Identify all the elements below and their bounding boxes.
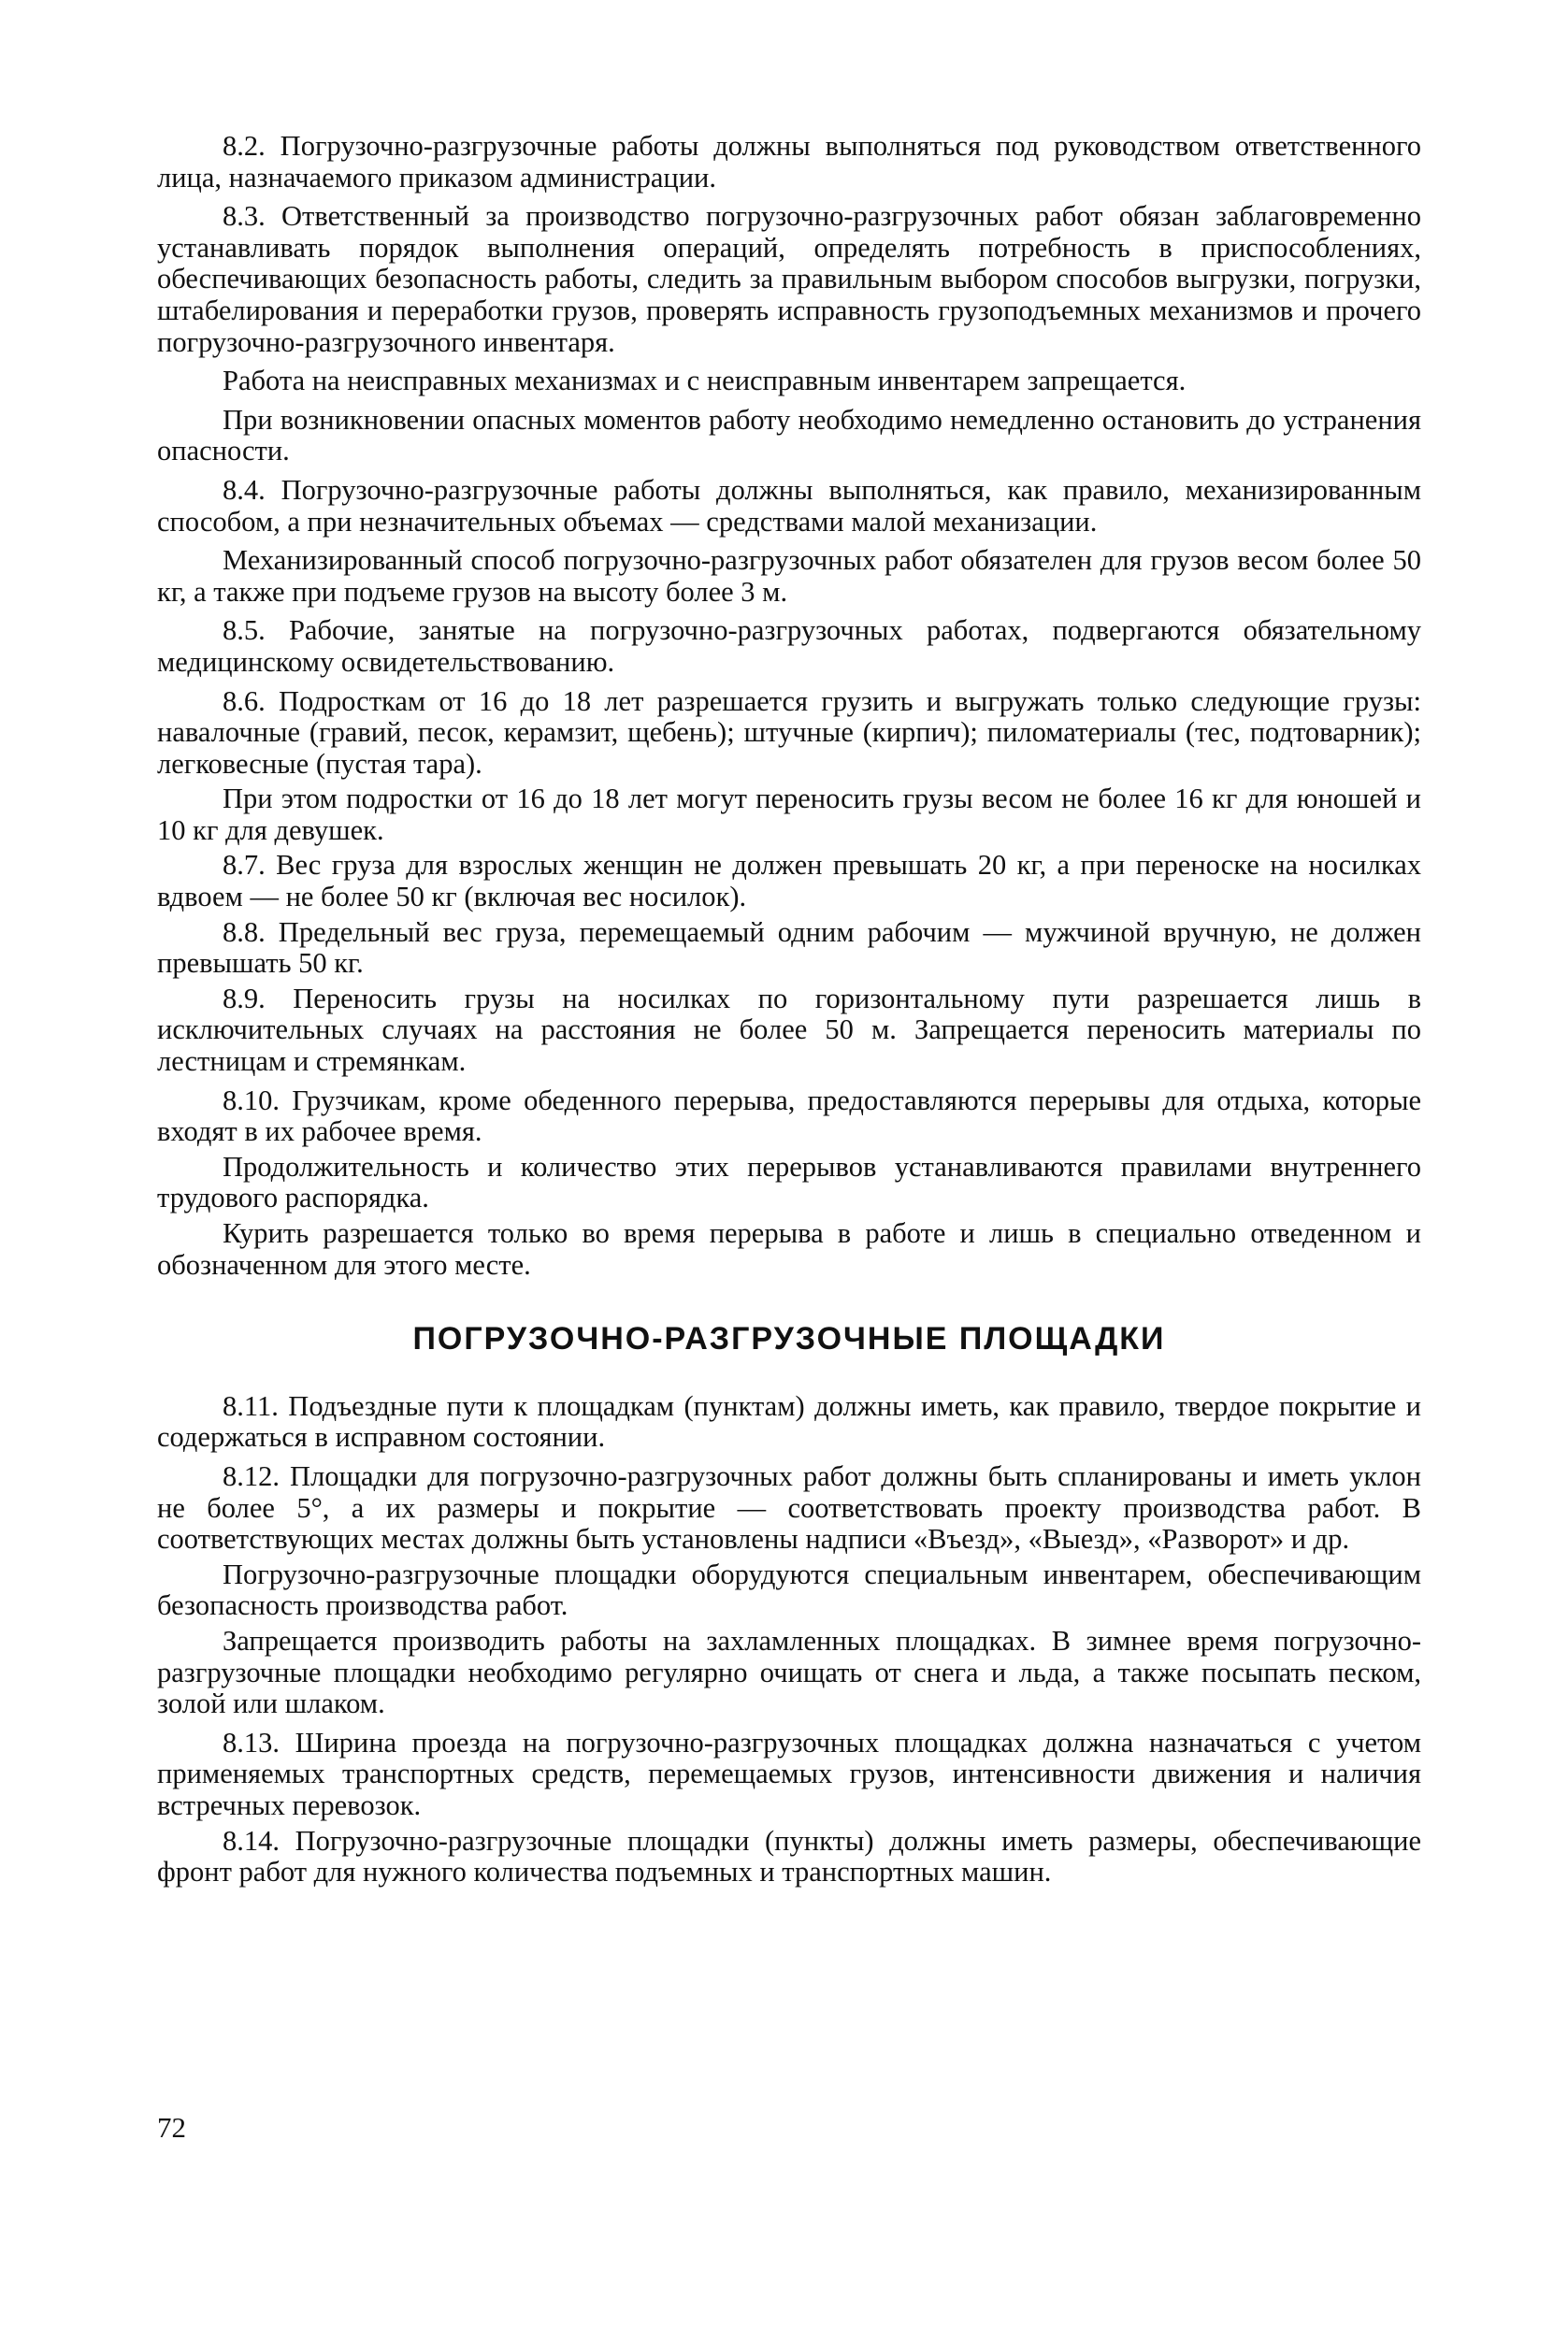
section-heading: ПОГРУЗОЧНО-РАЗГРУЗОЧНЫЕ ПЛОЩАДКИ <box>412 1321 1166 1357</box>
paragraph-8-7: 8.7. Вес груза для взрослых женщин не должен превышать 20 кг, а при переноске на носилках вдвоем — не более 50 кг (включая вес носилок). <box>157 849 1421 913</box>
paragraph-8-12: 8.12. Площадки для погрузочно-разгрузочных работ должны быть спланированы и иметь уклон не более 5°, а их размеры и покрытие — соответствовать проекту производства работ. В соответствующих местах должны быть установлены надписи «Въезд», «Выезд», «Разворот» и др. <box>157 1459 1421 1556</box>
paragraph-teen-weight-limits: При этом подростки от 16 до 18 лет могут переносить грузы весом не более 16 кг для юношей и 10 кг для девушек. <box>157 783 1421 846</box>
paragraph-8-2: 8.2. Погрузочно-разгрузочные работы должны выполняться под руководством ответственного лица, назначаемого приказом администрации. <box>157 130 1421 194</box>
paragraph-mechanized-method: Механизированный способ погрузочно-разгрузочных работ обязателен для грузов весом более 50 кг, а также при подъеме грузов на высоту более 3 м. <box>157 544 1421 608</box>
paragraph-smoking-rule: Курить разрешается только во время перерыва в работе и лишь в специально отведенном и обозначенном для этого месте. <box>157 1217 1421 1281</box>
paragraph-8-9: 8.9. Переносить грузы на носилках по горизонтальному пути разрешается лишь в исключительных случаях на расстояния не более 50 м. Запрещается переносить материалы по лестницам и стремянкам. <box>157 982 1421 1078</box>
paragraph-8-8: 8.8. Предельный вес груза, перемещаемый одним рабочим — мужчиной вручную, не должен превышать 50 кг. <box>157 915 1421 980</box>
text-column <box>157 131 1421 1892</box>
paragraph-break-duration: Продолжительность и количество этих перерывов устанавливаются правилами внутреннего трудового распорядка. <box>157 1150 1421 1214</box>
paragraph-8-5: 8.5. Рабочие, занятые на погрузочно-разгрузочных работах, подвергаются обязательному медицинскому освидетельствованию. <box>157 614 1421 678</box>
paragraph-8-10: 8.10. Грузчикам, кроме обеденного перерыва, предоставляются перерывы для отдыха, которые входят в их рабочее время. <box>157 1084 1421 1148</box>
paragraph-8-3: 8.3. Ответственный за производство погрузочно-разгрузочных работ обязан заблаговременно устанавливать порядок выполнения операций, определять потребность в приспособлениях, обеспечивающих безопасность работы, следить за правильным выбором способов выгрузки, погрузки, штабелирования и переработки грузов, проверять исправность грузоподъемных механизмов и прочего погрузочно-разгрузочного инвентаря. <box>157 200 1421 358</box>
paragraph-8-11: 8.11. Подъездные пути к площадкам (пунктам) должны иметь, как правило, твердое покрытие и содержаться в исправном состоянии. <box>157 1389 1421 1454</box>
paragraph-faulty-mechanisms: Работа на неисправных механизмах и с неисправным инвентарем запрещается. <box>223 365 1187 397</box>
paragraph-8-4: 8.4. Погрузочно-разгрузочные работы должны выполняться, как правило, механизированным способом, а при незначительных объемах — средствами малой механизации. <box>157 473 1421 538</box>
paragraph-8-13: 8.13. Ширина проезда на погрузочно-разгрузочных площадках должна назначаться с учетом применяемых транспортных средств, перемещаемых грузов, интенсивности движения и наличия встречных перевозок. <box>157 1726 1421 1821</box>
paragraph-cluttered-sites: Запрещается производить работы на захламленных площадках. В зимнее время погрузочно-разгрузочные площадки необходимо регулярно очищать от снега и льда, а также посыпать песком, золой или шлаком. <box>157 1624 1421 1720</box>
paragraph-site-equipment: Погрузочно-разгрузочные площадки оборудуются специальным инвентарем, обеспечивающим безопасность производства работ. <box>157 1558 1421 1622</box>
page-number: 72 <box>157 2111 186 2144</box>
paragraph-8-14: 8.14. Погрузочно-разгрузочные площадки (пункты) должны иметь размеры, обеспечивающие фронт работ для нужного количества подъемных и транспортных машин. <box>157 1824 1421 1889</box>
paragraph-danger-stop: При возникновении опасных моментов работу необходимо немедленно остановить до устранения опасности. <box>157 403 1421 467</box>
paragraph-8-6: 8.6. Подросткам от 16 до 18 лет разрешается грузить и выгружать только следующие грузы: навалочные (гравий, песок, керамзит, щебень); штучные (кирпич); пиломатериалы (тес, подтоварник); легковесные (пустая тара). <box>157 684 1421 780</box>
